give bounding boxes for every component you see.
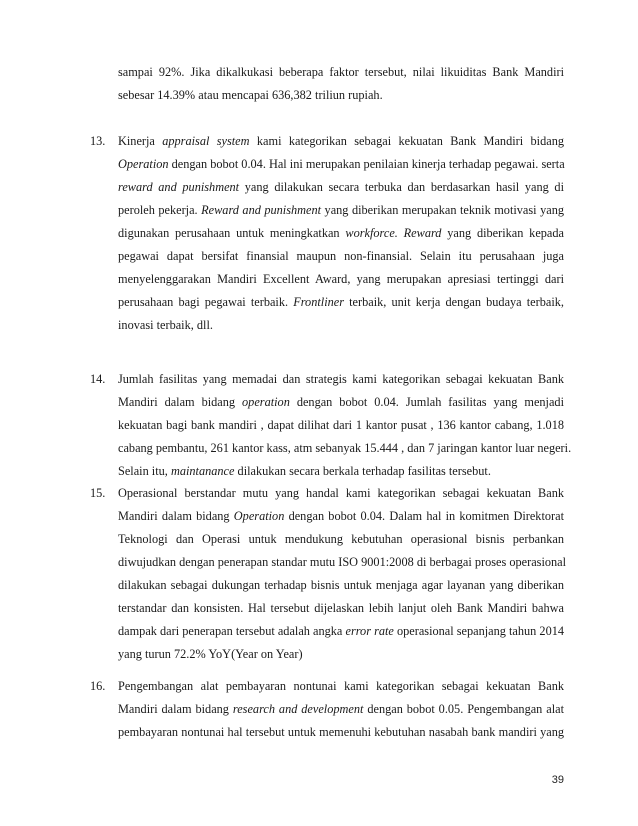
text-segment: menyelenggarakan Mandiri Excellent Award, yang merupakan apresiasi tertinggi dari [118, 272, 564, 286]
intro-paragraph [90, 61, 564, 107]
text-line [90, 314, 564, 337]
text-segment: cabang pembantu, 261 kantor kass, atm sebanyak 15.444 , dan 7 jaringan kantor luar negeri. [118, 441, 572, 455]
italic-term: Operation [118, 157, 169, 171]
italic-term: workforce. Reward [345, 226, 442, 240]
list-item-15 [90, 482, 567, 666]
text-line [90, 291, 564, 314]
text-segment: Jumlah fasilitas yang memadai dan strategis kami kategorikan sebagai kekuatan Bank [118, 372, 564, 386]
text-segment: Mandiri dalam bidang [118, 702, 233, 716]
text-line [90, 574, 564, 597]
text-segment: sebesar 14.39% atau mencapai 636,382 triliun rupiah. [118, 88, 383, 102]
text-segment: Kinerja [118, 134, 163, 148]
text-segment: Selain itu, [118, 464, 171, 478]
text-segment: terbaik, unit kerja dengan budaya terbaik, [344, 295, 564, 309]
text-line [90, 130, 564, 153]
text-line [90, 675, 564, 698]
text-segment: digunakan perusahaan untuk meningkatkan [118, 226, 346, 240]
text-line [90, 460, 564, 483]
text-segment: dengan bobot 0.05. Pengembangan alat [363, 702, 564, 716]
text-segment: perusahaan bagi pegawai terbaik. [118, 295, 294, 309]
text-segment: dengan bobot 0.04. Jumlah fasilitas yang menjadi [289, 395, 564, 409]
text-segment: yang diberikan merupakan teknik motivasi yang [321, 203, 564, 217]
italic-term: Reward and punishment [201, 203, 322, 217]
text-segment: terstandar dan konsisten. Hal tersebut dijelaskan lebih lanjut oleh Bank Mandiri bahwa [118, 601, 564, 615]
text-segment: yang dilakukan secara terbuka dan berdasarkan hasil yang di [239, 180, 564, 194]
italic-term: Frontliner [293, 295, 344, 309]
text-segment: kami kategorikan sebagai kekuatan Bank Mandiri bidang [249, 134, 564, 148]
item-number: 14. [90, 372, 106, 386]
text-segment: Operasional berstandar mutu yang handal kami kategorikan sebagai kekuatan Bank [118, 486, 564, 500]
text-line [90, 528, 564, 551]
text-segment: Mandiri dalam bidang [118, 509, 234, 523]
text-line [90, 84, 564, 107]
text-line [90, 391, 564, 414]
text-line [90, 721, 564, 744]
text-segment: peroleh pekerja. [118, 203, 202, 217]
text-line [90, 245, 564, 268]
text-line [90, 222, 564, 245]
text-segment: dilakukan sebagai dukungan terhadap bisnis untuk menjaga agar layanan yang diberikan [118, 578, 564, 592]
text-segment: inovasi terbaik, dll. [118, 318, 213, 332]
text-segment: sampai 92%. Jika dikalkukasi beberapa faktor tersebut, nilai likuiditas Bank Mandiri [118, 65, 564, 79]
list-item-16 [90, 675, 564, 744]
italic-term: operation [242, 395, 290, 409]
list-item-13 [90, 130, 564, 337]
text-line [90, 597, 564, 620]
italic-term: reward and punishment [118, 180, 240, 194]
italic-term: research and development [232, 702, 364, 716]
text-segment: kekuatan bagi bank mandiri , dapat dilihat dari 1 kantor pusat , 136 kantor cabang, 1.018 [118, 418, 564, 432]
text-segment: Pengembangan alat pembayaran nontunai kami kategorikan sebagai kekuatan Bank [118, 679, 564, 693]
text-segment: dampak dari penerapan tersebut adalah angka [118, 624, 346, 638]
list-item-14 [90, 368, 572, 483]
text-line [90, 620, 564, 643]
text-segment: pembayaran nontunai hal tersebut untuk memenuhi kebutuhan nasabah bank mandiri yang [118, 725, 564, 739]
italic-term: appraisal system [162, 134, 250, 148]
text-line [90, 153, 564, 176]
text-segment: operasional sepanjang tahun 2014 [393, 624, 565, 638]
text-line [90, 61, 564, 84]
text-line [90, 698, 564, 721]
text-segment: Mandiri dalam bidang [118, 395, 243, 409]
item-number: 15. [90, 486, 106, 500]
page-number: 39 [551, 774, 564, 786]
text-line [90, 505, 564, 528]
text-line [90, 368, 564, 391]
item-number: 13. [90, 134, 106, 148]
text-segment: diwujudkan dengan penerapan standar mutu ISO 9001:2008 di berbagai proses operasional [118, 555, 567, 569]
text-segment: dengan bobot 0.04. Dalam hal in komitmen Direktorat [284, 509, 564, 523]
text-line [90, 437, 572, 460]
text-line [90, 414, 564, 437]
text-line [90, 551, 567, 574]
text-line [90, 199, 564, 222]
text-segment: yang turun 72.2% YoY(Year on Year) [118, 647, 303, 661]
text-segment: dilakukan secara berkala terhadap fasilitas tersebut. [234, 464, 491, 478]
text-line [90, 176, 564, 199]
text-segment: yang diberikan kepada [441, 226, 564, 240]
text-line [90, 643, 564, 666]
text-segment: Teknologi dan Operasi untuk mendukung kebutuhan operasional bisnis perbankan [118, 532, 564, 546]
italic-term: maintanance [170, 464, 235, 478]
text-segment: pegawai dapat bersifat finansial maupun non-finansial. Selain itu perusahaan juga [118, 249, 564, 263]
italic-term: error rate [345, 624, 394, 638]
text-line [90, 268, 564, 291]
italic-term: Operation [233, 509, 285, 523]
text-line [90, 482, 564, 505]
text-segment: dengan bobot 0.04. Hal ini merupakan penilaian kinerja terhadap pegawai. serta [168, 157, 565, 171]
item-number: 16. [90, 679, 106, 693]
